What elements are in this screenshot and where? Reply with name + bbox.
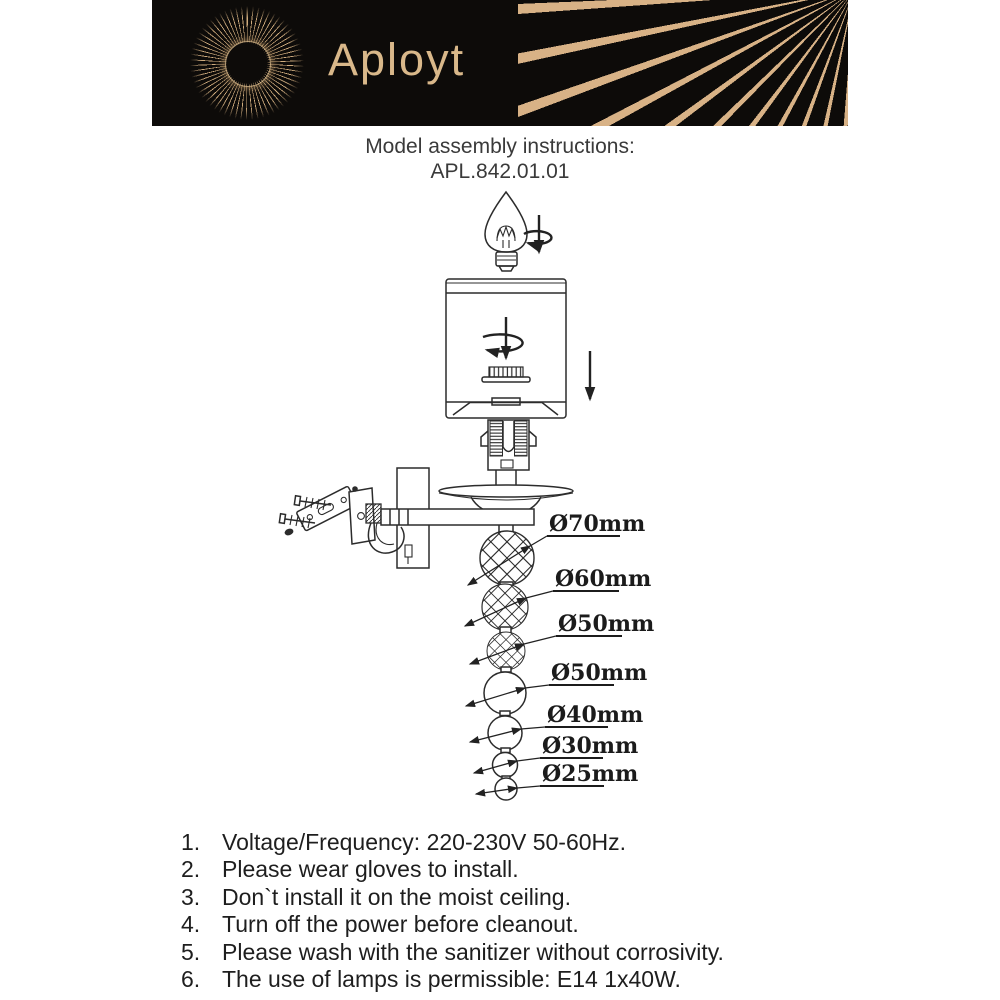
assembly-diagram [150, 183, 850, 830]
lampshade-drawing [446, 279, 566, 418]
instruction-text: Voltage/Frequency: 220-230V 50-60Hz. [222, 829, 627, 855]
instruction-text: Please wear gloves to install. [222, 856, 519, 883]
dimension-label: Ø25mm [542, 761, 639, 787]
header-banner [152, 0, 848, 126]
dimension-label: Ø60mm [555, 566, 652, 592]
instruction-item [181, 911, 871, 938]
dimension-label: Ø50mm [558, 611, 655, 637]
rays-decoration-icon [518, 0, 848, 126]
instruction-item [181, 966, 871, 993]
dimension-label: Ø40mm [547, 702, 644, 728]
instruction-number: 2. [181, 856, 201, 883]
brand-name: Aployt [328, 34, 466, 85]
instruction-number: 4. [181, 911, 201, 938]
instruction-number: 6. [181, 966, 201, 993]
instruction-text: Don`t install it on the moist ceiling. [222, 883, 571, 910]
model-code: APL.842.01.01 [430, 160, 570, 183]
dimension-label: Ø70mm [549, 511, 646, 537]
lamp-arm-drawing [381, 509, 534, 525]
instruction-item [181, 939, 871, 966]
glass-ball-50 [484, 672, 526, 714]
page-title: Model assembly instructions: [365, 135, 635, 158]
instruction-item [181, 884, 871, 911]
sunburst-ring-icon [225, 41, 271, 87]
instruction-item [181, 829, 871, 856]
wire-drawing [376, 523, 394, 545]
instruction-item [181, 856, 871, 883]
instruction-list [181, 829, 871, 993]
instruction-text: Please wash with the sanitizer without corrosivity. [222, 938, 724, 965]
instruction-number: 5. [181, 938, 201, 965]
socket-drawing [481, 420, 536, 486]
rotate-bulb-icon [524, 215, 551, 252]
bulb-drawing [485, 192, 527, 271]
screw-head-icon [284, 527, 295, 536]
wire-connector-drawing [366, 504, 381, 523]
instruction-text: Turn off the power before cleanout. [222, 911, 579, 938]
instruction-text: The use of lamps is permissible: E14 1x40W. [222, 966, 681, 993]
instruction-number: 3. [181, 883, 201, 910]
instruction-number: 1. [181, 829, 201, 855]
title-block [0, 134, 1000, 184]
dimension-label: Ø50mm [551, 660, 648, 686]
dimension-label: Ø30mm [542, 733, 639, 759]
